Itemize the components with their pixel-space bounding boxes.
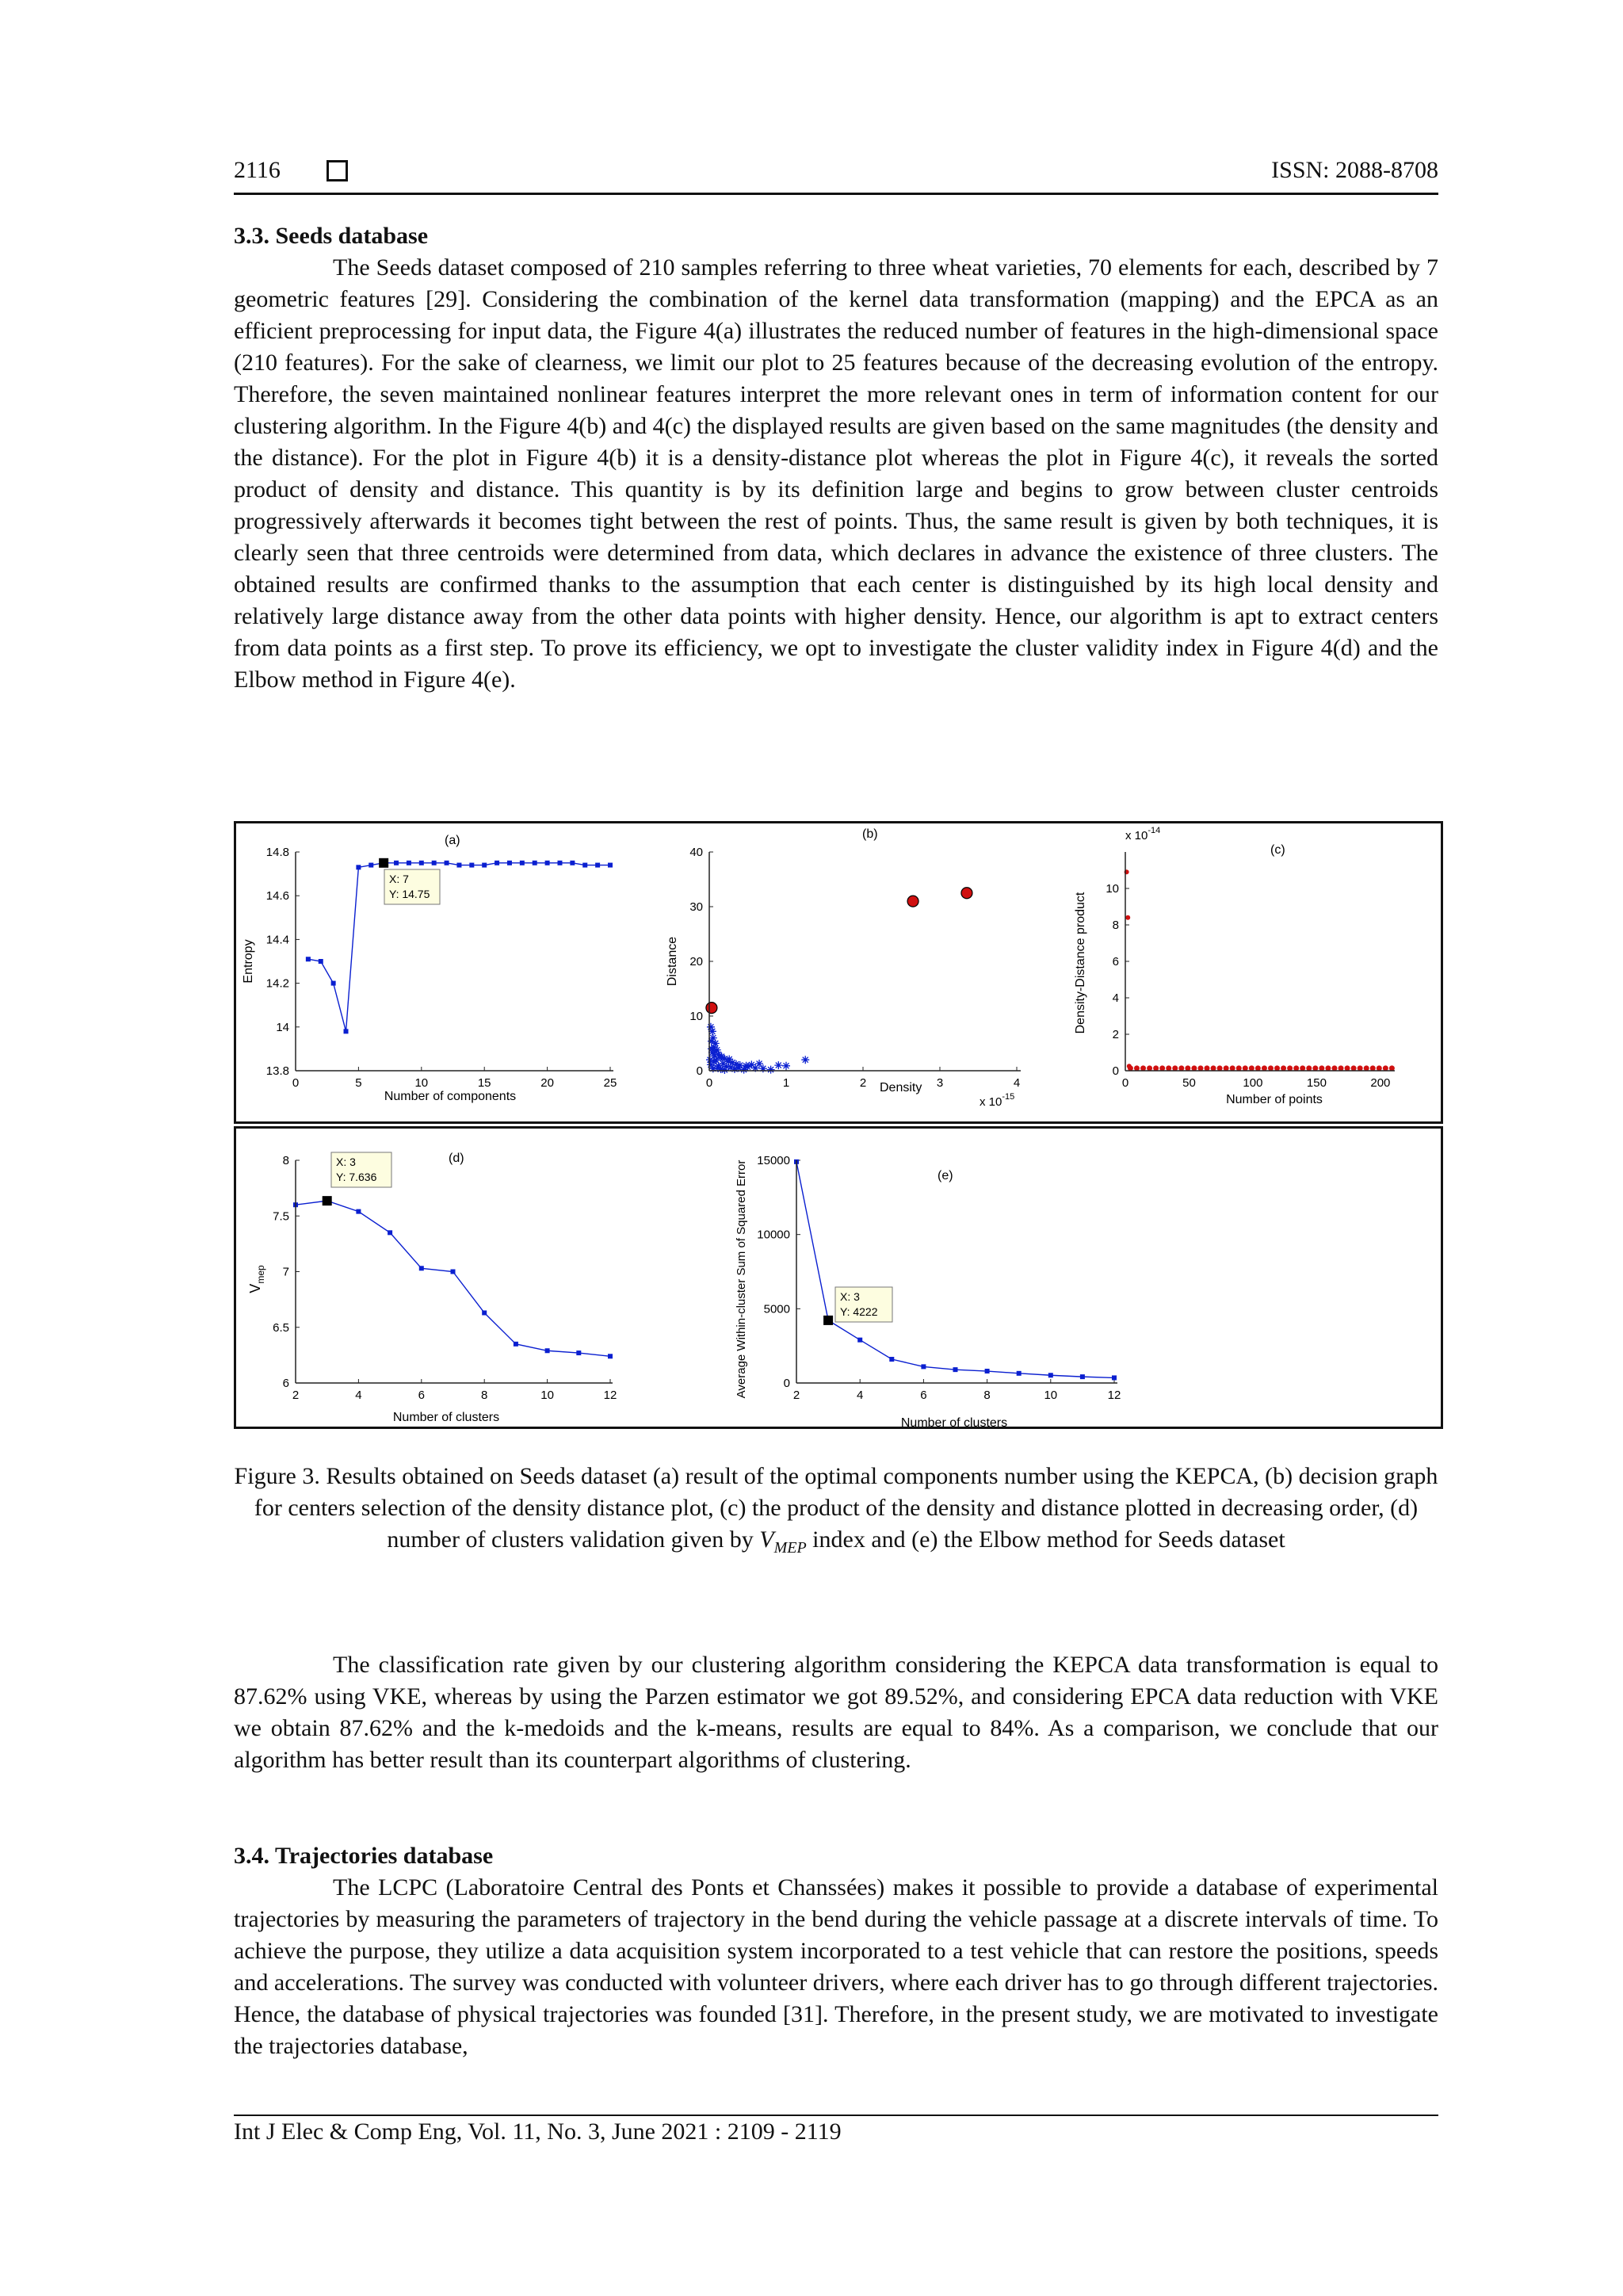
chart-c-ytick-label: 8 (1112, 919, 1119, 932)
chart-a-xtick-label: 15 (477, 1076, 491, 1090)
chart-a-highlight-point (379, 858, 388, 868)
chart-c-y-exponent-power: -14 (1148, 826, 1161, 835)
chart-d-xtick-label: 8 (481, 1389, 488, 1402)
chart-a (242, 834, 617, 1103)
chart-d-ytick-label: 7.5 (273, 1209, 289, 1224)
chart-b-xtick-label: 1 (782, 1076, 790, 1090)
chart-b-ytick-label: 20 (689, 955, 703, 968)
chart-d-xtick-label: 10 (540, 1389, 554, 1402)
chart-e-xtick-label: 12 (1107, 1389, 1121, 1402)
page-header (234, 157, 1438, 190)
chart-d-xtick-label: 12 (603, 1389, 617, 1402)
chart-a-point (582, 863, 587, 868)
chart-a-point (545, 861, 550, 865)
chart-b-x-exponent-power: -15 (1002, 1092, 1015, 1102)
chart-d-xtick-label: 4 (355, 1389, 362, 1402)
chart-a-point (595, 863, 600, 868)
header-rule (234, 193, 1438, 195)
chart-a-ytick-label: 14 (276, 1020, 289, 1034)
chart-c-xlabel: Number of points (1226, 1093, 1323, 1106)
chart-d-datatip-x: X: 3 (336, 1156, 356, 1168)
chart-a-datatip-y: Y: 14.75 (389, 888, 430, 900)
section-heading-3-4: 3.4. Trajectories database (234, 1843, 494, 1869)
chart-d-point (576, 1350, 581, 1355)
chart-a-xtick-label: 10 (414, 1076, 429, 1090)
chart-e-point (889, 1357, 894, 1362)
chart-e-xtick-label: 8 (983, 1389, 991, 1402)
chart-c (1074, 826, 1395, 1106)
paragraph-trajectories: The LCPC (Laboratoire Central des Ponts et Chanssées) makes it possible to provide a database of experimental trajectories by measuring the parameters of trajectory in the bend during the vehicle passage at a discrete intervals of time. To achieve the purpose, they utilize a data acquisition system incorporated to a test vehicle that can restore the positions, speeds and accelerations. The survey was conducted with volunteer drivers, where each driver has to go through different trajectories. Hence, the database of physical trajectories was founded [31]. Therefore, in the present study, we are motivated to investigate the trajectories database, (234, 1874, 1438, 2059)
chart-d-point (356, 1209, 361, 1214)
chart-a-point (608, 863, 613, 868)
chart-d-point (482, 1310, 487, 1315)
issn: ISSN: 2088-8708 (1271, 157, 1438, 183)
chart-a-ytick-label: 14.4 (265, 933, 289, 947)
chart-b-x-exponent (980, 1092, 1014, 1109)
chart-d-ytick-label: 7 (282, 1265, 289, 1279)
chart-c-ytick-label: 2 (1112, 1028, 1119, 1041)
chart-a-point (445, 861, 449, 865)
chart-c-xtick-label: 150 (1306, 1076, 1327, 1090)
chart-a-point (520, 861, 525, 865)
chart-b-xtick-label: 0 (705, 1076, 713, 1090)
chart-a-point (495, 861, 499, 865)
page-footer: Int J Elec & Comp Eng, Vol. 11, No. 3, June 2021 : 2109 - 2119 (234, 2118, 842, 2145)
figure-caption-subscript: MEP (773, 1539, 807, 1557)
figure-caption-before: Figure 3. Results obtained on Seeds dataset (a) result of the optimal components number using the KEPCA, (b) decision graph for centers selection of the density distance plot, (c) the product of the density and distance plotted in decreasing order, (d) number of clusters validation given by (234, 1463, 1438, 1553)
chart-a-point (533, 861, 537, 865)
section-heading-3-3: 3.3. Seeds database (234, 223, 429, 249)
chart-a-point (344, 1029, 349, 1033)
figure-caption-symbol: V (759, 1526, 774, 1553)
chart-c-ytick-label: 0 (1112, 1064, 1119, 1078)
chart-d-ylabel-sub: mep (255, 1265, 266, 1284)
chart-b-ytick-label: 10 (689, 1010, 703, 1023)
chart-a-point (356, 865, 361, 869)
figure-svg-bottom (236, 1129, 1441, 1427)
chart-e-xlabel: Number of clusters (900, 1416, 1008, 1427)
chart-d-point (608, 1354, 613, 1358)
chart-b-point (725, 1056, 733, 1064)
paragraph-classification: The classification rate given by our clustering algorithm considering the KEPCA data transformation is equal to 87.62% using VKE, whereas by using the Parzen estimator we got 89.52%, and considering EPCA data reduction with VKE we obtain 87.62% and the k-medoids and the k-means, results are equal to 84%. As a comparison, we conclude that our algorithm has better result than its counterpart algorithms of clustering. (234, 1652, 1438, 1773)
chart-b-center-point (706, 1003, 717, 1014)
chart-e-xtick-label: 6 (920, 1389, 927, 1402)
chart-b-point (782, 1062, 790, 1070)
chart-c-ylabel: Density-Distance product (1074, 892, 1087, 1034)
chart-a-series-line (308, 863, 610, 1032)
chart-e-datatip (835, 1287, 892, 1322)
chart-a-point (331, 981, 336, 986)
chart-a-point (456, 863, 461, 868)
chart-b-ylabel: Distance (666, 936, 679, 987)
chart-a-xtick-label: 25 (603, 1076, 617, 1090)
chart-a-point (319, 959, 323, 964)
footer-rule (234, 2115, 1438, 2116)
chart-a-point (369, 863, 373, 868)
chart-e-point (1048, 1373, 1053, 1377)
chart-e-point (953, 1367, 958, 1372)
figure-row-top (234, 821, 1443, 1124)
chart-b-x-exponent-base: x 10 (980, 1095, 1002, 1109)
chart-b-xlabel: Density (880, 1081, 922, 1095)
chart-b-center-point (961, 888, 972, 899)
paragraph-seeds: The Seeds dataset composed of 210 samples referring to three wheat varieties, 70 elements for each, described by 7 geometric features [29]. Considering the combination of the kernel data transformation (mapping) and the EPCA as an efficient preprocessing for input data, the Figure 4(a) illustrates the reduced number of features in the high-dimensional space (210 features). For the sake of clearness, we limit our plot to 25 features because of the decreasing evolution of the entropy. Therefore, the seven maintained nonlinear features interpret the more relevant ones in term of information content for our clustering algorithm. In the Figure 4(b) and 4(c) the displayed results are given based on the same magnitudes (the density and the distance). For the plot in Figure 4(b) it is a density-distance plot whereas the plot in Figure 4(c), it reveals the sorted product of density and distance. This quantity is by its definition large and begins to grow between cluster centroids progressively afterwards it becomes tight between the rest of points. Thus, the same result is given by both techniques, it is clearly seen that three centroids were determined from data, which declares in advance the existence of three clusters. The obtained results are confirmed thanks to the assumption that each center is distinguished by its high local density and relatively large distance away from the other data points with higher density. Hence, our algorithm is apt to extract centers from data points as a first step. To prove its efficiency, we opt to investigate the cluster validity index in Figure 4(d) and the Elbow method in Figure 4(e). (234, 254, 1438, 693)
chart-b-xtick-label: 4 (1013, 1076, 1021, 1090)
chart-b (666, 827, 1021, 1109)
chart-d-datatip (331, 1152, 391, 1187)
chart-c-point (1127, 1064, 1132, 1068)
chart-a-point (557, 861, 562, 865)
figure-svg-top (236, 823, 1441, 1121)
chart-e (735, 1154, 1121, 1427)
chart-b-point (801, 1056, 809, 1064)
chart-c-y-exponent (1125, 826, 1160, 842)
chart-e-xtick-label: 4 (857, 1389, 864, 1402)
chart-b-center-point (907, 896, 918, 907)
chart-a-ytick-label: 14.6 (265, 889, 289, 904)
chart-d-xlabel: Number of clusters (392, 1411, 500, 1424)
chart-e-ytick-label: 10000 (757, 1228, 790, 1242)
chart-a-datatip (384, 869, 440, 904)
chart-e-highlight-point (823, 1316, 833, 1325)
chart-d-point (545, 1348, 550, 1353)
chart-c-xtick-label: 50 (1182, 1076, 1196, 1090)
chart-e-xtick-label: 2 (792, 1389, 800, 1402)
chart-a-panel-label: (a) (445, 834, 460, 847)
chart-c-xtick-label: 200 (1370, 1076, 1391, 1090)
chart-d-panel-label: (d) (449, 1152, 464, 1165)
chart-d-point (388, 1230, 392, 1235)
chart-a-ytick-label: 13.8 (265, 1064, 289, 1078)
chart-d-xtick-label: 6 (418, 1389, 425, 1402)
chart-d-point (419, 1266, 424, 1270)
header-square-icon (327, 160, 348, 181)
chart-d-datatip-y: Y: 7.636 (336, 1171, 377, 1183)
chart-c-panel-label: (c) (1270, 843, 1285, 857)
chart-b-ytick-label: 0 (696, 1064, 703, 1078)
chart-e-ytick-label: 15000 (757, 1154, 790, 1167)
chart-b-panel-label: (b) (862, 827, 878, 841)
chart-a-xlabel: Number of components (384, 1090, 517, 1103)
figure-row-bottom (234, 1126, 1443, 1429)
chart-b-xtick-label: 2 (859, 1076, 867, 1090)
chart-c-ytick-label: 4 (1112, 991, 1119, 1005)
chart-d-ytick-label: 6 (282, 1377, 289, 1390)
chart-e-series-line (796, 1162, 1114, 1378)
chart-d-point (514, 1342, 518, 1347)
chart-a-point (407, 861, 411, 865)
chart-a-point (482, 863, 487, 868)
chart-a-point (432, 861, 437, 865)
chart-a-ytick-label: 14.8 (265, 846, 289, 859)
chart-a-ylabel: Entropy (242, 939, 255, 984)
chart-c-y-exponent-base: x 10 (1125, 829, 1148, 842)
chart-a-point (394, 861, 399, 865)
chart-d-series-line (296, 1201, 610, 1356)
chart-a-point (570, 861, 575, 865)
chart-a-datatip-x: X: 7 (389, 873, 409, 885)
chart-a-point (419, 861, 424, 865)
chart-d-ylabel-main: V (247, 1283, 263, 1293)
chart-b-xtick-label: 3 (936, 1076, 944, 1090)
chart-a-xtick-label: 0 (292, 1076, 300, 1090)
chart-d-point (451, 1270, 456, 1274)
chart-a-point (469, 863, 474, 868)
chart-e-point (1112, 1375, 1117, 1380)
chart-a-ytick-label: 14.2 (265, 976, 289, 991)
chart-c-ytick-label: 6 (1112, 955, 1119, 968)
figure-caption-after: index and (e) the Elbow method for Seeds dataset (806, 1526, 1285, 1553)
chart-a-point (507, 861, 512, 865)
chart-b-point (767, 1066, 775, 1074)
chart-e-point (857, 1338, 862, 1343)
chart-d-ylabel (247, 1265, 266, 1293)
chart-d-xtick-label: 2 (292, 1389, 300, 1402)
chart-a-xtick-label: 5 (355, 1076, 362, 1090)
chart-a-point (306, 957, 311, 961)
chart-e-ylabel: Average Within-cluster Sum of Squared Error (735, 1159, 748, 1399)
chart-e-ytick-label: 5000 (763, 1302, 790, 1316)
chart-d-ytick-label: 8 (282, 1154, 289, 1167)
chart-c-point (1125, 915, 1130, 920)
chart-e-point (921, 1364, 926, 1369)
chart-b-point (774, 1061, 782, 1069)
chart-b-ytick-label: 40 (689, 846, 703, 859)
chart-e-ytick-label: 0 (783, 1377, 790, 1390)
chart-a-xtick-label: 20 (540, 1076, 554, 1090)
chart-c-xtick-label: 0 (1121, 1076, 1129, 1090)
page-number: 2116 (234, 157, 281, 183)
chart-e-datatip-x: X: 3 (840, 1290, 860, 1303)
chart-c-ytick-label: 10 (1106, 882, 1119, 896)
chart-c-xtick-label: 100 (1243, 1076, 1263, 1090)
chart-e-datatip-y: Y: 4222 (840, 1305, 878, 1318)
chart-d-highlight-point (323, 1196, 332, 1205)
chart-e-point (985, 1369, 990, 1373)
chart-b-ytick-label: 30 (689, 900, 703, 914)
chart-e-panel-label: (e) (938, 1169, 953, 1182)
figure-caption (234, 1461, 1438, 1564)
chart-d-ytick-label: 6.5 (273, 1320, 289, 1335)
chart-e-point (1080, 1374, 1085, 1379)
chart-e-point (1017, 1371, 1022, 1376)
chart-d (247, 1152, 617, 1424)
chart-e-xtick-label: 10 (1044, 1389, 1058, 1402)
